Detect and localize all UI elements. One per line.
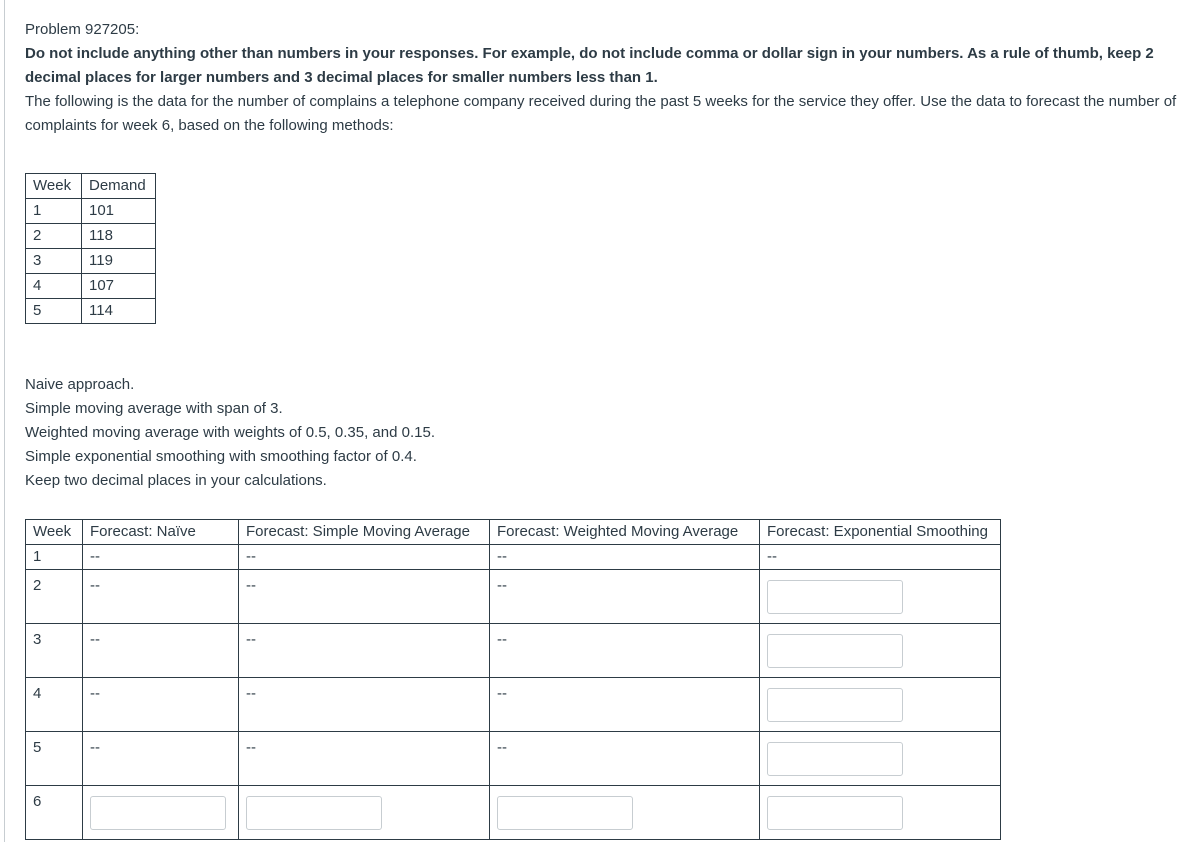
header-wma: Forecast: Weighted Moving Average — [490, 520, 760, 545]
week-cell: 3 — [26, 249, 82, 274]
exp-input-cell — [760, 732, 1001, 786]
exp-dash: -- — [760, 545, 1001, 570]
table-row — [26, 732, 1001, 786]
naive-dash: -- — [83, 732, 239, 786]
naive-dash: -- — [83, 545, 239, 570]
header-week: Week — [26, 520, 83, 545]
table-row — [26, 199, 156, 224]
table-row — [26, 624, 1001, 678]
exp-week5-input[interactable] — [767, 742, 903, 776]
naive-input-cell — [83, 786, 239, 840]
exp-input-cell — [760, 786, 1001, 840]
header-sma: Forecast: Simple Moving Average — [239, 520, 490, 545]
sma-week6-input[interactable] — [246, 796, 382, 830]
naive-dash: -- — [83, 678, 239, 732]
week-cell: 4 — [26, 274, 82, 299]
exp-input-cell — [760, 624, 1001, 678]
sma-dash: -- — [239, 732, 490, 786]
method-exp-smoothing: Simple exponential smoothing with smoothing factor of 0.4. — [25, 448, 417, 465]
table-header-row — [26, 174, 156, 199]
header-exp-smoothing: Forecast: Exponential Smoothing — [760, 520, 1001, 545]
table-row — [26, 786, 1001, 840]
week-cell: 1 — [26, 199, 82, 224]
method-naive: Naive approach. — [25, 376, 135, 393]
wma-week6-input[interactable] — [497, 796, 633, 830]
exp-week6-input[interactable] — [767, 796, 903, 830]
table-row — [26, 299, 156, 324]
week-cell: 5 — [26, 299, 82, 324]
exp-input-cell — [760, 678, 1001, 732]
week-cell: 6 — [26, 786, 83, 840]
table-row — [26, 274, 156, 299]
naive-dash: -- — [83, 570, 239, 624]
method-note: Keep two decimal places in your calculations. — [25, 472, 327, 489]
method-wma: Weighted moving average with weights of 0.5, 0.35, and 0.15. — [25, 424, 435, 441]
exp-week2-input[interactable] — [767, 580, 903, 614]
left-border-rule — [4, 0, 5, 842]
table-header-row — [26, 520, 1001, 545]
wma-dash: -- — [490, 678, 760, 732]
exp-week4-input[interactable] — [767, 688, 903, 722]
header-week: Week — [26, 174, 82, 199]
sma-dash: -- — [239, 624, 490, 678]
sma-dash: -- — [239, 545, 490, 570]
problem-content — [25, 18, 1185, 138]
table-row — [26, 249, 156, 274]
sma-input-cell — [239, 786, 490, 840]
header-demand: Demand — [82, 174, 156, 199]
methods-list — [25, 373, 725, 493]
header-naive: Forecast: Naïve — [83, 520, 239, 545]
demand-cell: 114 — [82, 299, 156, 324]
week-cell: 5 — [26, 732, 83, 786]
wma-dash: -- — [490, 624, 760, 678]
demand-table — [25, 173, 156, 324]
exp-input-cell — [760, 570, 1001, 624]
demand-cell: 119 — [82, 249, 156, 274]
table-row — [26, 678, 1001, 732]
wma-input-cell — [490, 786, 760, 840]
sma-dash: -- — [239, 678, 490, 732]
week-cell: 4 — [26, 678, 83, 732]
problem-title: Problem 927205: — [25, 21, 140, 38]
table-row — [26, 570, 1001, 624]
demand-cell: 118 — [82, 224, 156, 249]
table-row — [26, 545, 1001, 570]
method-sma: Simple moving average with span of 3. — [25, 400, 283, 417]
forecast-table — [25, 519, 1001, 840]
naive-week6-input[interactable] — [90, 796, 226, 830]
week-cell: 3 — [26, 624, 83, 678]
table-row — [26, 224, 156, 249]
demand-cell: 101 — [82, 199, 156, 224]
wma-dash: -- — [490, 570, 760, 624]
week-cell: 2 — [26, 570, 83, 624]
exp-week3-input[interactable] — [767, 634, 903, 668]
naive-dash: -- — [83, 624, 239, 678]
week-cell: 1 — [26, 545, 83, 570]
sma-dash: -- — [239, 570, 490, 624]
description-text: The following is the data for the number of complains a telephone company received during the past 5 weeks for the service they offer. Use the data to forecast the number of complaints for week 6, based on the following methods: — [25, 93, 1177, 134]
wma-dash: -- — [490, 545, 760, 570]
instructions-text: Do not include anything other than numbers in your responses. For example, do not include comma or dollar sign in your numbers. As a rule of thumb, keep 2 decimal places for larger numbers and 3 decimal places for smaller numbers less than 1. — [25, 45, 1154, 86]
week-cell: 2 — [26, 224, 82, 249]
wma-dash: -- — [490, 732, 760, 786]
demand-cell: 107 — [82, 274, 156, 299]
